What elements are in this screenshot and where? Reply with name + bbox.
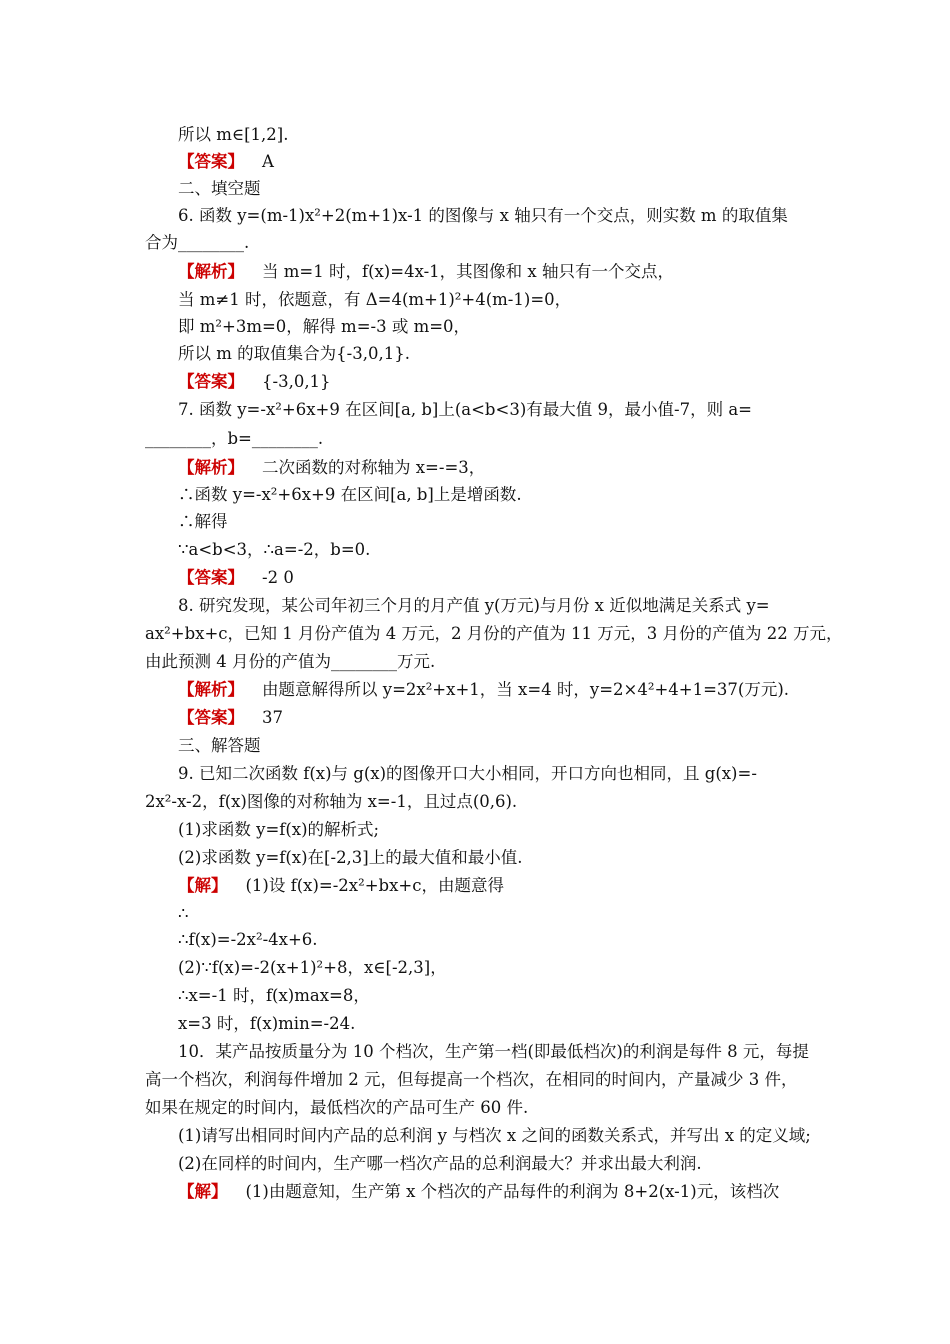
answer-line: 【答案】 -2 0 [178, 568, 294, 587]
text-line: 所以 m 的取值集合为{-3,0,1}. [178, 344, 410, 363]
question-line: 高一个档次，利润每件增加 2 元，但每提高一个档次，在相同的时间内，产量减少 3 件， [145, 1070, 798, 1089]
section-heading: 三、解答题 [178, 736, 261, 755]
text-line: ∴x=-1 时，f(x)max=8， [178, 986, 370, 1005]
question-line: (1)请写出相同时间内产品的总利润 y 与档次 x 之间的函数关系式，并写出 x 的定义域; [178, 1126, 811, 1145]
question-line: 9. 已知二次函数 f(x)与 g(x)的图像开口大小相同，开口方向也相同，且 g(x)=- [178, 764, 757, 783]
question-line: ________，b=________. [145, 429, 324, 448]
text-line: x=3 时，f(x)min=-24. [178, 1014, 356, 1033]
analysis-line: 【解析】 由题意解得所以 y=2x²+x+1，当 x=4 时，y=2×4²+4+1=37(万元). [178, 680, 790, 699]
question-line: 合为________. [145, 233, 250, 252]
analysis-tag: 【解析】 [178, 458, 244, 477]
question-line: (2)求函数 y=f(x)在[-2,3]上的最大值和最小值. [178, 848, 523, 867]
text-line: 当 m≠1 时，依题意，有 Δ=4(m+1)²+4(m-1)=0， [178, 290, 572, 309]
section-heading: 二、填空题 [178, 179, 261, 198]
answer-line: 【答案】 {-3,0,1} [178, 372, 331, 391]
question-line: 8. 研究发现，某公司年初三个月的月产值 y(万元)与月份 x 近似地满足关系式 y= [178, 596, 770, 615]
solution-tag: 【解】 [178, 1182, 228, 1201]
text-line: ∴ [178, 904, 189, 923]
question-line: 2x²-x-2，f(x)图像的对称轴为 x=-1，且过点(0,6). [145, 792, 518, 811]
question-line: 由此预测 4 月份的产值为________万元. [145, 652, 436, 671]
question-line: 10．某产品按质量分为 10 个档次，生产第一档(即最低档次)的利润是每件 8 元，每提 [178, 1042, 809, 1061]
question-line: ax²+bx+c，已知 1 月份产值为 4 万元，2 月份的产值为 11 万元，3 月份的产值为 22 万元， [145, 624, 843, 643]
analysis-tag: 【解析】 [178, 680, 244, 699]
text-line: 所以 m∈[1,2]. [178, 125, 289, 144]
text-line: 即 m²+3m=0，解得 m=-3 或 m=0， [178, 317, 471, 336]
answer-tag: 【答案】 [178, 708, 244, 727]
text-line: ∴函数 y=-x²+6x+9 在区间[a, b]上是增函数. [178, 485, 522, 504]
solution-tag: 【解】 [178, 876, 228, 895]
answer-tag: 【答案】 [178, 568, 244, 587]
question-line: (1)求函数 y=f(x)的解析式; [178, 820, 380, 839]
analysis-line: 【解析】 当 m=1 时，f(x)=4x-1，其图像和 x 轴只有一个交点， [178, 262, 674, 281]
answer-tag: 【答案】 [178, 152, 244, 171]
text-line: ∴解得 [178, 512, 228, 531]
question-line: (2)在同样的时间内，生产哪一档次产品的总利润最大？并求出最大利润. [178, 1154, 702, 1173]
answer-line: 【答案】 A [178, 152, 274, 171]
question-line: 7. 函数 y=-x²+6x+9 在区间[a, b]上(a<b<3)有最大值 9，最小值-7，则 a= [178, 400, 752, 419]
answer-tag: 【答案】 [178, 372, 244, 391]
question-line: 6. 函数 y=(m-1)x²+2(m+1)x-1 的图像与 x 轴只有一个交点，则实数 m 的取值集 [178, 206, 788, 225]
analysis-line: 【解析】 二次函数的对称轴为 x=-=3， [178, 458, 486, 477]
solution-line: 【解】 (1)由题意知，生产第 x 个档次的产品每件的利润为 8+2(x-1)元，该档次 [178, 1182, 780, 1201]
solution-line: 【解】 (1)设 f(x)=-2x²+bx+c，由题意得 [178, 876, 504, 895]
text-line: ∵a<b<3，∴a=-2，b=0. [178, 540, 371, 559]
question-line: 如果在规定的时间内，最低档次的产品可生产 60 件. [145, 1098, 529, 1117]
text-line: (2)∵f(x)=-2(x+1)²+8，x∈[-2,3]， [178, 958, 447, 977]
analysis-tag: 【解析】 [178, 262, 244, 281]
text-line: ∴f(x)=-2x²-4x+6. [178, 930, 318, 949]
answer-line: 【答案】 37 [178, 708, 283, 727]
